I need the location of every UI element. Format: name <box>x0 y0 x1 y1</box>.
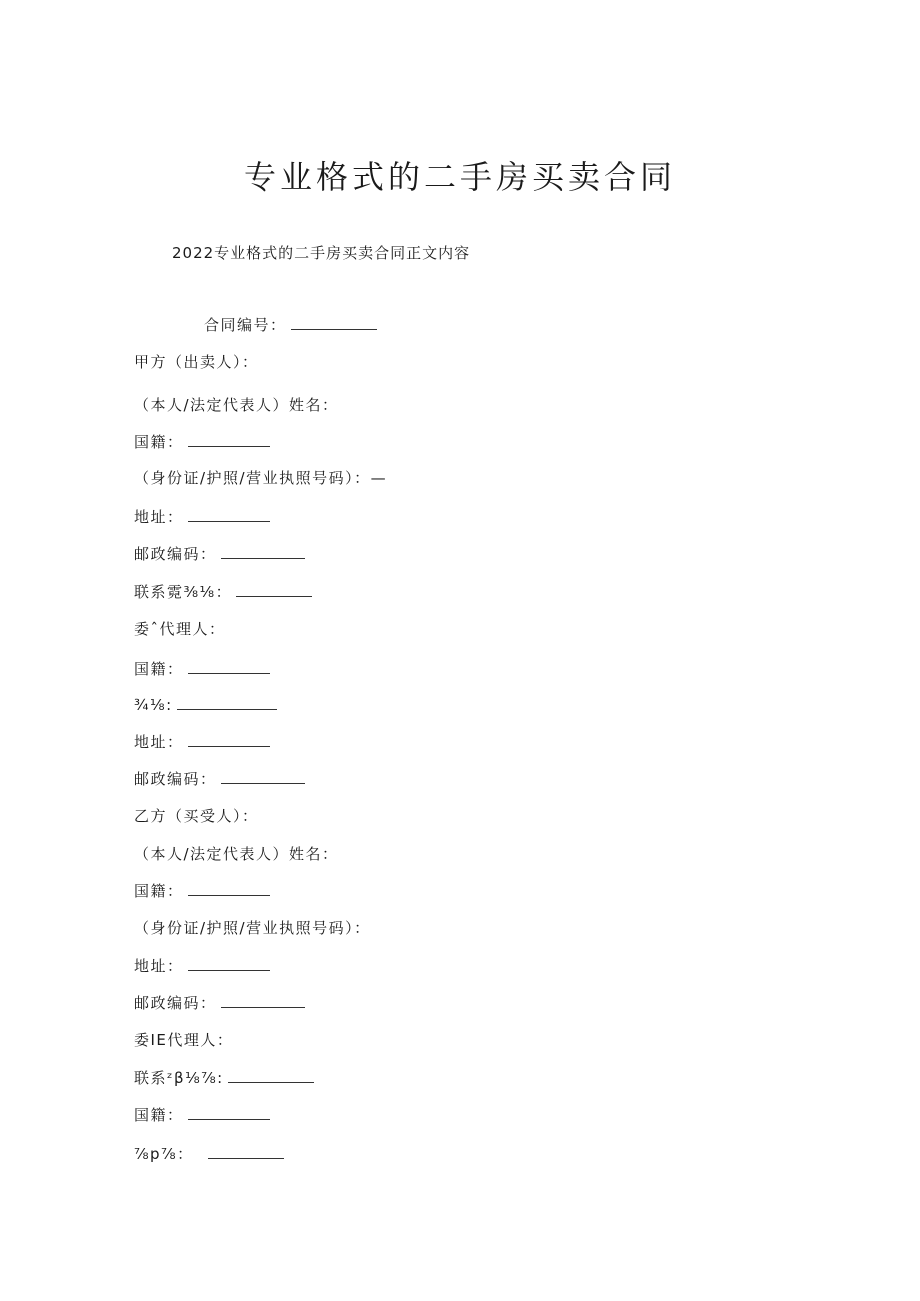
buyer-postcode-label: 邮政编码： <box>134 994 217 1012</box>
buyer-nationality-blank <box>188 881 270 896</box>
seller-nationality-blank <box>188 432 270 447</box>
seller-address-label: 地址： <box>134 508 184 526</box>
seller-nationality-line <box>134 431 270 453</box>
buyer-party-label: 乙方（买受人）： <box>134 807 259 825</box>
seller-agent-label: 委ˆ代理人： <box>134 620 226 638</box>
buyer-agent-nationality-line <box>134 1104 270 1126</box>
buyer-agent-nationality-label: 国籍： <box>134 1106 184 1124</box>
seller-postcode-blank <box>221 544 305 559</box>
seller-name-label: （本人/法定代表人）姓名： <box>134 396 339 414</box>
seller-agent-postcode-label: 邮政编码： <box>134 770 217 788</box>
seller-agent-nationality-label: 国籍： <box>134 660 184 678</box>
seller-address-line <box>134 506 270 528</box>
buyer-name-label: （本人/法定代表人）姓名： <box>134 845 339 863</box>
seller-agent-address-line <box>134 731 270 753</box>
buyer-nationality-line <box>134 880 270 902</box>
seller-agent-postcode-blank <box>221 769 305 784</box>
seller-agent-phone-blank <box>177 695 277 710</box>
buyer-id-label: （身份证/护照/营业执照号码）： <box>134 919 371 937</box>
document-title: 专业格式的二手房买卖合同 <box>243 158 676 196</box>
buyer-agent-phone-label: 联系ᶻβ⅛⅞: <box>134 1069 224 1087</box>
document-subtitle: 2022专业格式的二手房买卖合同正文内容 <box>172 244 471 262</box>
buyer-agent-contact-line <box>134 1143 284 1165</box>
contract-number-line <box>204 314 377 336</box>
buyer-agent-label: 委IE代理人： <box>134 1031 234 1049</box>
buyer-agent-contact-blank <box>208 1144 284 1159</box>
seller-party-label: 甲方（出卖人）： <box>134 353 259 371</box>
seller-agent-postcode-line <box>134 768 305 790</box>
seller-agent-nationality-line <box>134 658 270 680</box>
seller-agent-nationality-blank <box>188 659 270 674</box>
seller-phone-blank <box>236 582 312 597</box>
seller-id-line <box>134 467 387 489</box>
buyer-agent-phone-line <box>134 1067 314 1089</box>
seller-agent-line <box>134 618 226 640</box>
buyer-id-line <box>134 917 371 939</box>
seller-address-blank <box>188 507 270 522</box>
seller-name-line <box>134 394 339 416</box>
buyer-name-line <box>134 843 339 865</box>
buyer-address-line <box>134 955 270 977</box>
contract-number-blank <box>291 315 377 330</box>
seller-postcode-line <box>134 543 305 565</box>
seller-agent-address-label: 地址： <box>134 733 184 751</box>
seller-id-label: （身份证/护照/营业执照号码）：— <box>134 469 388 487</box>
buyer-address-label: 地址： <box>134 957 184 975</box>
buyer-agent-phone-blank <box>228 1068 314 1083</box>
buyer-nationality-label: 国籍： <box>134 882 184 900</box>
buyer-party-line <box>134 805 259 827</box>
contract-number-label: 合同编号： <box>204 316 287 334</box>
buyer-address-blank <box>188 956 270 971</box>
seller-phone-line <box>134 581 312 603</box>
seller-nationality-label: 国籍： <box>134 433 184 451</box>
seller-agent-phone-label: ¾⅛: <box>134 696 173 714</box>
buyer-agent-contact-label: ⅞p⅞： <box>134 1145 194 1163</box>
buyer-agent-line <box>134 1029 233 1051</box>
seller-agent-address-blank <box>188 732 270 747</box>
seller-agent-phone-line <box>134 694 277 716</box>
seller-postcode-label: 邮政编码： <box>134 545 217 563</box>
seller-phone-label: 联系霓⅜⅛： <box>134 583 233 601</box>
buyer-agent-nationality-blank <box>188 1105 270 1120</box>
buyer-postcode-blank <box>221 993 305 1008</box>
seller-party-line <box>134 351 259 373</box>
buyer-postcode-line <box>134 992 305 1014</box>
